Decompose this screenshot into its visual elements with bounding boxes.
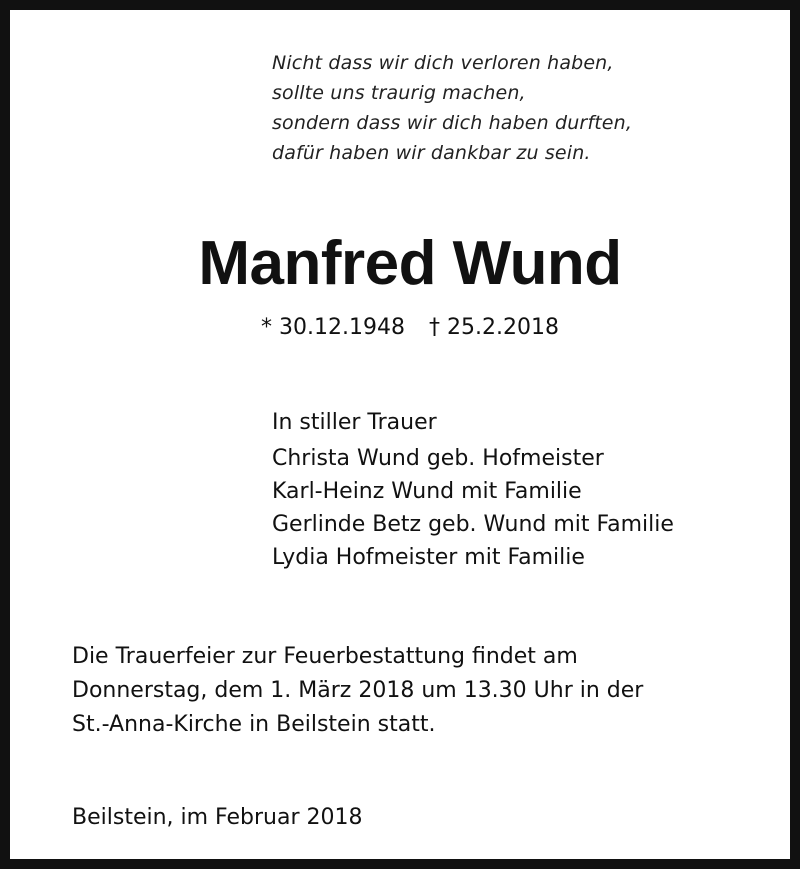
mourning-phrase: In stiller Trauer (272, 410, 437, 435)
death-date: † 25.2.2018 (429, 315, 559, 340)
birth-date: * 30.12.1948 (261, 315, 405, 340)
mourner-name: Lydia Hofmeister mit Familie (272, 545, 585, 570)
funeral-line: Donnerstag, dem 1. März 2018 um 13.30 Uhr in der (72, 678, 644, 703)
poem-line: dafür haben wir dankbar zu sein. (272, 142, 591, 164)
mourner-name: Karl-Heinz Wund mit Familie (272, 479, 582, 504)
funeral-line: St.-Anna-Kirche in Beilstein statt. (72, 712, 436, 737)
mourner-name: Gerlinde Betz geb. Wund mit Familie (272, 512, 674, 537)
mourner-name: Christa Wund geb. Hofmeister (272, 446, 604, 471)
mourner-list (272, 442, 772, 574)
poem-line: sondern dass wir dich haben durften, (272, 112, 633, 134)
place-and-date: Beilstein, im Februar 2018 (72, 805, 363, 830)
funeral-line: Die Trauerfeier zur Feuerbestattung findet am (72, 644, 578, 669)
deceased-name: Manfred Wund (198, 229, 622, 298)
poem-line: sollte uns traurig machen, (272, 82, 526, 104)
poem-line: Nicht dass wir dich verloren haben, (272, 52, 614, 74)
funeral-announcement (72, 640, 772, 742)
memorial-poem (272, 48, 742, 168)
life-dates (10, 310, 800, 346)
mourners-block (272, 406, 772, 574)
